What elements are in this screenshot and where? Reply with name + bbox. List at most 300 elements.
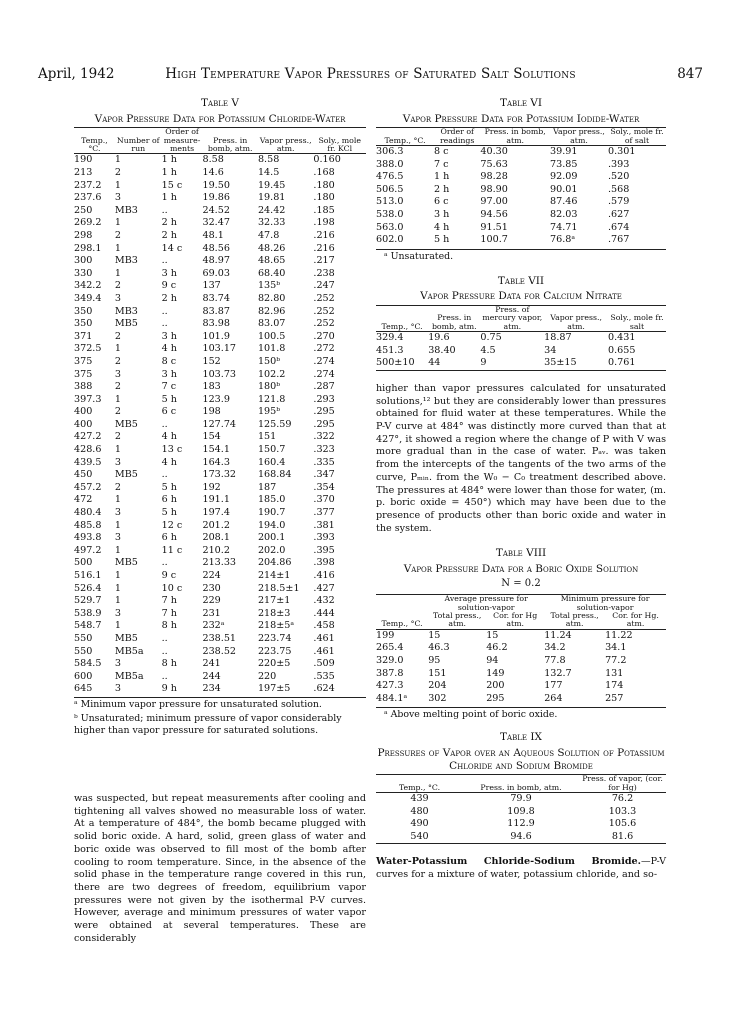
table-cell: 68.40 [257,267,286,279]
table-cell: 350 [74,318,93,330]
table8-header: Temp., °C. [376,612,428,629]
table-cell: .185 [313,204,335,216]
table6-header: Press. in bomb, atm. [480,128,550,146]
table-cell: 2 h [161,229,177,241]
table-cell: .274 [313,368,335,380]
table-row [74,192,366,205]
table-cell: 19.45 [257,179,286,191]
table-cell: 4 h [434,221,450,233]
table-cell: .347 [313,469,335,481]
table-cell: 1 [114,620,121,632]
table-cell: 19.86 [202,192,230,204]
table8-number: Table VIII [495,547,547,560]
table-cell: 439 [410,792,429,804]
final-heading: Water-Potassium Chloride-Sodium Bromide. [376,856,641,868]
table-cell: 400 [74,418,93,430]
table-cell: 75.63 [480,158,508,170]
table-cell: 160.4 [257,456,286,468]
table-cell: .252 [313,318,335,330]
table-cell: MB5 [114,469,138,481]
table-cell: MB3 [114,204,138,216]
table-cell: 195ᵇ [257,406,281,418]
table-cell: .427 [313,582,335,594]
table-row [74,343,366,356]
table7-header: Soly., mole fr. salt [608,305,666,331]
table-cell: 109.8 [507,805,535,817]
table-cell: 198 [202,406,221,418]
table6-footnote-a: ᵃ Unsaturated. [376,249,666,263]
table-cell: 14 c [161,242,183,254]
table-cell: 40.30 [480,146,508,157]
table-cell: 220±5 [257,658,291,670]
table6 [376,127,666,247]
table-cell: 540 [410,830,429,842]
table-cell: .323 [313,444,335,456]
table-cell: 47.8 [257,229,280,241]
table-cell: 3 h [434,208,450,220]
table-cell: 194.0 [257,519,286,531]
table-cell: 497.2 [74,544,102,556]
table-cell: .180 [313,192,335,204]
table-cell: 490 [410,818,429,830]
table-cell: .393 [607,158,630,170]
page-number: 847 [677,66,703,82]
table-cell: 428.6 [74,444,102,456]
table6-header: Soly., mole fr. of salt [608,128,666,146]
table6-body [376,146,666,247]
table-cell: 190.7 [257,507,286,519]
table-cell: 13 c [161,444,183,456]
table-row [74,419,366,432]
table-cell: .252 [313,305,335,317]
table-cell: 485.8 [74,519,102,531]
table-cell: 48.56 [202,242,230,254]
table-cell: 3 [114,368,121,380]
table-cell: 1 [114,154,121,166]
table-cell: 201.2 [202,519,230,531]
table-cell: 177 [544,680,563,692]
table-row [74,608,366,621]
table-cell: 197.4 [202,507,230,519]
table-cell: 12 c [161,519,183,531]
table-cell: 2 [114,481,121,493]
table-cell: 197±5 [257,683,291,695]
table-cell: .. [161,255,168,267]
table-cell: 1 [114,582,121,594]
table-cell: 1 [114,179,121,191]
table-cell: 9 c [161,570,177,581]
table-cell: 34 [544,344,557,356]
table-cell: 388.0 [376,158,404,170]
table-cell: .461 [313,632,335,644]
final-text: —P-V curves for a mixture of water, potassium chloride, and so- [376,856,666,881]
table-cell: 11.24 [544,629,572,641]
table-cell: 46.3 [428,642,450,654]
table-cell: .377 [313,507,335,519]
table8-caption: Vapor Pressure Data for a Boric Oxide Solution [403,562,639,575]
table-cell: 5 h [161,507,177,519]
table-cell: 476.5 [376,171,404,183]
table-cell: 7 h [161,607,177,619]
table-cell: 103.17 [202,343,237,355]
table-cell: 103.73 [202,368,237,380]
table-cell: MB5 [114,557,138,569]
table-cell: .270 [313,330,335,342]
table-cell: 2 [114,431,121,443]
table8-header: Total press., atm. [544,612,605,629]
table-row [74,595,366,608]
table-cell: 137 [202,280,221,292]
table-cell: 48.65 [257,255,286,267]
table-row [74,658,366,671]
table5-header: Press. in bomb, atm. [202,128,257,154]
table-cell: 2 h [161,292,177,304]
table-cell: .579 [607,196,630,208]
table-cell: 82.80 [257,292,286,304]
table-cell: 397.3 [74,393,102,405]
table-cell: .395 [313,544,335,556]
table-cell: 400 [74,406,93,418]
table-row [376,629,666,642]
table-cell: 241 [202,658,221,670]
table-cell: 250 [74,204,93,216]
table-cell: .458 [313,620,335,632]
table-cell: 516.1 [74,570,102,581]
table7-header: Vapor press., atm. [544,305,608,331]
table-cell: 480 [410,805,429,817]
table-cell: 87.46 [549,196,578,208]
table-cell: .. [161,632,168,644]
table-cell: 187 [257,481,277,493]
table-cell: .295 [313,418,335,430]
table-cell: MB5 [114,418,138,430]
table-row [376,792,666,805]
table-cell: 92.09 [549,171,578,183]
table-cell: 1 [114,242,121,254]
table-row [376,184,666,197]
table-cell: 217±1 [257,595,291,607]
table-cell: 81.6 [611,830,634,842]
table-cell: 230 [202,582,221,594]
table-row [74,356,366,369]
table5-header: Soly., mole fr. KCl [313,128,366,154]
table-row [74,293,366,306]
table-row [376,171,666,184]
table-cell: 94.56 [480,208,508,220]
table-cell: 1 [114,393,121,405]
table6-header: Vapor press., atm. [550,128,608,146]
table9-caption: Pressures of Vapor over an Aqueous Solution of Potassium Chloride and Sodium Bromide [377,746,665,772]
table-cell: .. [161,645,168,657]
table-cell: 5 h [161,393,177,405]
table-cell: MB5a [114,670,144,682]
table-cell: 0.160 [313,154,341,166]
table-cell: 4 h [161,431,177,443]
table-cell: 3 [114,507,121,519]
table-cell: 150ᵇ [257,355,281,367]
table-cell: 231 [202,607,221,619]
table-cell: .674 [607,221,630,233]
table-cell: 257 [605,692,624,704]
table-cell: .322 [313,431,335,443]
table8-subtitle: N = 0.2 [501,577,541,589]
table-cell: 506.5 [376,183,404,195]
table-cell: 14.6 [202,167,224,178]
table-cell: .180 [313,179,335,191]
table5-body [74,154,366,696]
table-cell: 602.0 [376,234,404,246]
table-cell: 513.0 [376,196,404,208]
table-cell: 439.5 [74,456,102,468]
table6-number: Table VI [499,97,543,109]
table-cell: 1 [114,544,121,556]
table-cell: 500 [74,557,93,569]
table-cell: 74.71 [549,221,578,233]
table8-footnote-a: ᵃ Above melting point of boric oxide. [376,707,666,721]
table5-header: Number of run [115,128,162,154]
table5-caption: Vapor Pressure Data for Potassium Chloride-Water [94,112,346,125]
table-cell: 44 [428,357,441,369]
table-cell: .432 [313,595,335,607]
table-cell: .416 [313,570,335,581]
table-cell: 0.655 [607,344,636,356]
table-cell: 563.0 [376,221,404,233]
table-cell: 154 [202,431,221,443]
table-cell: 173.32 [202,469,237,481]
table-row [74,306,366,319]
table-cell: 218.5±1 [257,582,300,594]
table-row [74,369,366,382]
table-cell: .461 [313,645,335,657]
table-cell: 200.1 [257,532,286,544]
table-cell: 19.50 [202,179,230,191]
table-cell: .. [161,469,168,481]
table9-number: Table IX [500,731,542,744]
table-cell: 95 [428,654,441,666]
table-row [376,234,666,247]
table-cell: 213.33 [202,557,237,569]
table-row [376,196,666,209]
table-cell: 237.2 [74,179,102,191]
table-cell: 48.26 [257,242,286,254]
table-cell: 100.5 [257,330,286,342]
table-row [376,655,666,668]
table-cell: 100.7 [480,234,508,246]
table-cell: .. [161,670,168,682]
table-cell: 2 [114,355,121,367]
table-cell: 15 [486,629,499,641]
table-row [74,557,366,570]
table-cell: 48.97 [202,255,230,267]
table-cell: 529.7 [74,595,102,607]
table-cell: .767 [607,234,630,246]
table-cell: .381 [313,519,335,531]
table-cell: .272 [313,343,335,355]
table-cell: 83.07 [257,318,286,330]
table-cell: 3 [114,658,121,670]
table-cell: 8.58 [257,154,280,166]
table-cell: 329.0 [376,654,404,666]
table-cell: 83.74 [202,292,230,304]
table-cell: .444 [313,607,335,619]
table8-header: Cor. for Hg atm. [486,612,544,629]
table-cell: .293 [313,393,335,405]
table-cell: 3 h [161,267,177,279]
table-cell: 450 [74,469,93,481]
table-cell: 105.6 [608,818,637,830]
table-cell: 6 h [161,532,177,544]
table-cell: 224 [202,570,221,581]
table-row [74,457,366,470]
table-cell: 1 [114,444,121,456]
table6-caption: Vapor Pressure Data for Potassium Iodide-Water [402,112,640,125]
table-cell: 300 [74,255,93,267]
table-cell: .216 [313,229,335,241]
table-cell: 8 c [434,146,449,157]
table-cell: 3 [114,456,121,468]
table7-header: Temp., °C. [376,305,428,331]
table-cell: 199 [376,629,395,641]
table-cell: MB5 [114,632,138,644]
table-cell: 500±10 [376,357,415,369]
table-row [74,406,366,419]
table-row [74,532,366,545]
table-cell: 302 [428,692,447,704]
table5-footnote-a: ᵃ Minimum vapor pressure for unsaturated solution. [74,697,366,711]
article-title: High Temperature Vapor Pressures of Saturated Salt Solutions [165,66,576,82]
table-row [376,818,666,831]
table-cell: 526.4 [74,582,102,594]
table-row [74,633,366,646]
table-cell: 3 [114,532,121,544]
table-cell: 123.9 [202,393,230,405]
table-cell: .535 [313,670,335,682]
table-row [74,545,366,558]
table9 [376,774,666,843]
table-row [74,683,366,696]
table-cell: 387.8 [376,667,404,679]
table8-header: Cor. for Hg. atm. [605,612,666,629]
table-cell: 6 c [161,406,177,418]
table-cell: 24.42 [257,204,286,216]
table-cell: 82.03 [549,208,578,220]
table-cell: 98.28 [480,171,508,183]
table-row [74,167,366,180]
table-cell: .398 [313,557,335,569]
table-cell: .. [161,305,168,317]
table-cell: .. [161,204,168,216]
table-cell: .287 [313,381,335,393]
table-cell: 1 h [161,192,177,204]
table-cell: 2 [114,167,121,178]
table-cell: .252 [313,292,335,304]
table-row [74,230,366,243]
table-cell: 3 [114,607,121,619]
table-row [376,146,666,159]
right-paragraph: higher than vapor pressures calculated for unsaturated solutions,¹² but they are considerably lower than pressures obtained for fluid water at these temperatures. While the P-V curve at 484° was distinctly more curved than that at 427°, it showed a region where the change of P with V was more gradual than in the case of water. Pₐᵥ. was taken from the intercepts of the tangents of the two arms of the curve, Pₘᵢₙ. from the W₀ − C₀ treatment described above. The pressures at 484° were lower than those for water, (m. p. boric oxide = 450°) which may have been due to the presence of products other than boric oxide and water in the system. [376,382,666,534]
table-cell: 342.2 [74,280,102,292]
table-cell: 298 [74,229,93,241]
table-cell: 427.3 [376,680,404,692]
table-cell: 238.51 [202,632,237,644]
table-cell: 0.761 [607,357,636,369]
table-cell: 264 [544,692,563,704]
left-paragraph: was suspected, but repeat measurements after cooling and tightening all valves showed no measurable loss of water. At a temperature of 484°, the bomb became plugged with solid boric oxide. A hard, solid, green glass of water and boric oxide was observed to fill most of the bomb after cooling to room temperature. Since, in the absence of the solid phase in the temperature range covered in this run, there are two degrees of freedom, equilibrium vapor pressures were not given by the isothermal P-V curves. However, average and minimum pressures of water vapor were obtained at several temperatures. These are considerably [74,793,366,944]
table-row [74,394,366,407]
table-cell: 329.4 [376,332,404,344]
table5-header: Temp., °C. [74,128,115,154]
table-cell: 8 h [161,620,177,632]
table-row [74,331,366,344]
table-cell: .217 [313,255,335,267]
table-cell: 15 c [161,179,183,191]
table-cell: 204.86 [257,557,292,569]
table-cell: 493.8 [74,532,102,544]
table-cell: 46.2 [486,642,508,654]
table-cell: 202.0 [257,544,286,556]
table-cell: 39.91 [549,146,578,157]
table-cell: 77.8 [544,654,566,666]
table-cell: 79.9 [510,792,532,804]
table-cell: 103.3 [608,805,637,817]
table-cell: 151 [428,667,447,679]
table-cell: 183 [202,381,221,393]
table-cell: 3 [114,683,121,695]
table-cell: .520 [607,171,630,183]
table-cell: 83.87 [202,305,230,317]
table-row [74,205,366,218]
table-cell: .509 [313,658,335,670]
table-cell: 24.52 [202,204,230,216]
table-cell: 8 h [161,658,177,670]
table-cell: 237.6 [74,192,102,204]
final-paragraph [376,856,666,881]
table-cell: 90.01 [549,183,578,195]
table-cell: 7 h [161,595,177,607]
table-cell: 131 [605,667,624,679]
table-row [74,280,366,293]
table-cell: 83.98 [202,318,230,330]
table-cell: 192 [202,481,221,493]
table-row [74,431,366,444]
table-cell: 34.1 [605,642,627,654]
table-cell: .. [161,418,168,430]
issue-date: April, 1942 [38,66,115,82]
table-cell: 213 [74,167,93,178]
table-cell: 9 c [161,280,177,292]
table-row [74,243,366,256]
table5-header: Vapor press., atm. [258,128,313,154]
table-cell: .216 [313,242,335,254]
table-row [74,583,366,596]
table-cell: 645 [74,683,93,695]
table-row [74,671,366,684]
table-cell: 3 [114,292,121,304]
table-cell: 82.96 [257,305,286,317]
table-cell: 3 [114,192,121,204]
table-cell: 76.8ᵃ [549,234,576,246]
table-cell: 127.74 [202,418,237,430]
table-cell: 7 c [161,381,177,393]
table-cell: 174 [605,680,624,692]
table-cell: 451.3 [376,344,404,356]
table-row [376,642,666,655]
table-row [74,570,366,583]
table-row [74,217,366,230]
table-row [74,469,366,482]
table-cell: 220 [257,670,277,682]
table-cell: .335 [313,456,335,468]
